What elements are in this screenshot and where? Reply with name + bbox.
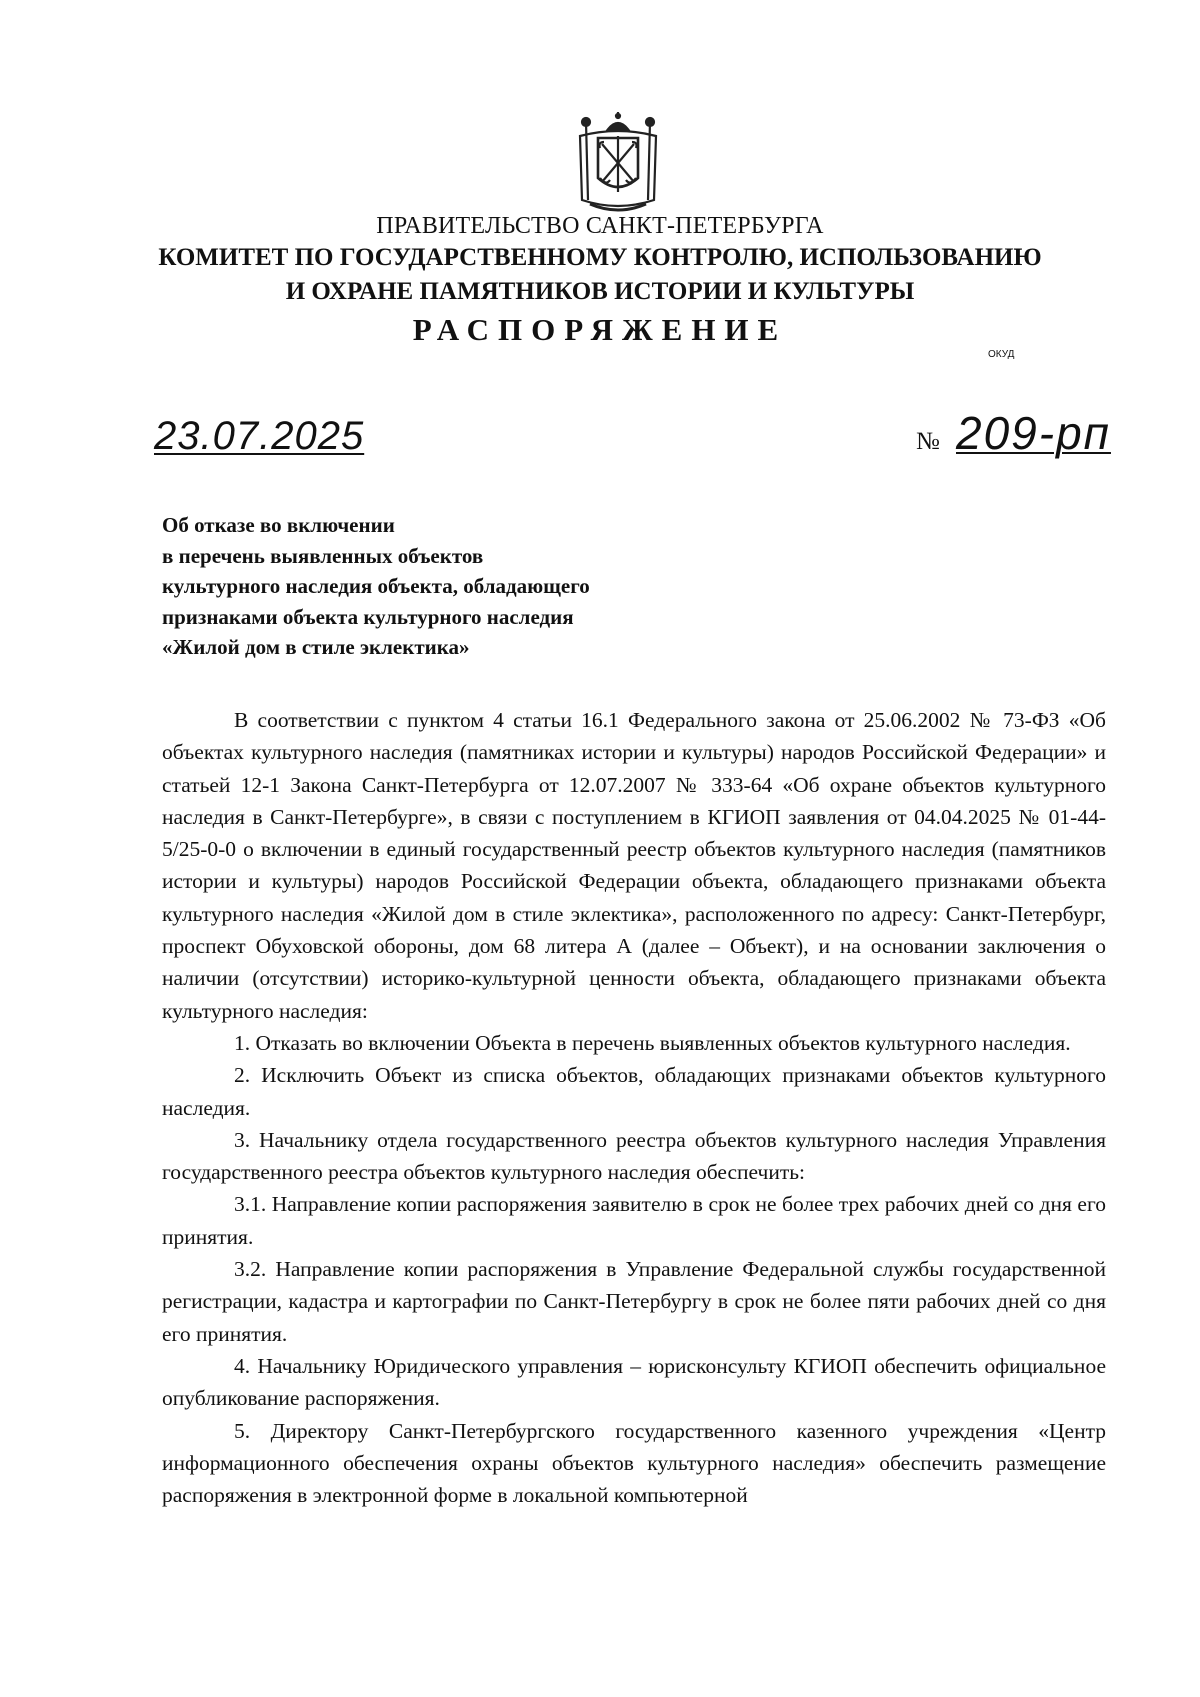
- document-number: 209-рп: [956, 407, 1111, 459]
- document-type: РАСПОРЯЖЕНИЕ: [412, 312, 788, 347]
- clause-3: 3. Начальнику отдела государственного реестра объектов культурного наследия Управления государственного реестра объектов культурного наследия обеспечить:: [162, 1127, 1106, 1185]
- clause-5: 5. Директору Санкт-Петербургского государственного казенного учреждения «Центр информационного обеспечения охраны объектов культурного наследия» обеспечить размещение распоряжения в электронной форме в локальной компьютерной: [162, 1418, 1106, 1508]
- preamble-paragraph: В соответствии с пунктом 4 статьи 16.1 Федерального закона от 25.06.2002 № 73-ФЗ «Об объектах культурного наследия (памятниках истории и культуры) народов Российской Федерации» и статьей 12-1 Закона Санкт-Петербурга от 12.07.2007 № 333-64 «Об охране объектов культурного наследия в Санкт-Петербурге», в связи с поступлением в КГИОП заявления от 04.04.2025 № 01-44-5/25-0-0 о включении в единый государственный реестр объектов культурного наследия (памятников истории и культуры) народов Российской Федерации объекта, обладающего признаками объекта культурного наследия «Жилой дом в стиле эклектика», расположенного по адресу: Санкт-Петербург, проспект Обуховской обороны, дом 68 литера А (далее – Объект), и на основании заключения о наличии (отсутствии) историко-культурной ценности объекта, обладающего признаками объекта культурного наследия:: [162, 708, 1106, 1023]
- clause-2: 2. Исключить Объект из списка объектов, обладающих признаками объектов культурного наследия.: [162, 1063, 1106, 1120]
- clause-4: 4. Начальнику Юридического управления – юрисконсульту КГИОП обеспечить официальное опубликование распоряжения.: [162, 1353, 1106, 1411]
- clause-3-1: 3.1. Направление копии распоряжения заявителю в срок не более трех рабочих дней со дня его принятия.: [162, 1192, 1106, 1249]
- document-subject: [162, 510, 590, 663]
- coat-of-arms-icon: [572, 112, 664, 216]
- document-body: [162, 704, 1106, 1511]
- committee-name-line-2: И ОХРАНЕ ПАМЯТНИКОВ ИСТОРИИ И КУЛЬТУРЫ: [285, 278, 915, 305]
- committee-name-line-1: КОМИТЕТ ПО ГОСУДАРСТВЕННОМУ КОНТРОЛЮ, ИСПОЛЬЗОВАНИЮ: [158, 244, 1042, 271]
- clause-1: 1. Отказать во включении Объекта в перечень выявленных объектов культурного наследия.: [234, 1030, 1071, 1055]
- document-date: 23.07.2025: [154, 414, 365, 458]
- subject-line: признаками объекта культурного наследия: [162, 604, 574, 629]
- subject-line: «Жилой дом в стиле эклектика»: [162, 635, 470, 659]
- subject-line: культурного наследия объекта, обладающего: [162, 574, 590, 598]
- number-label: №: [916, 428, 940, 455]
- subject-line: Об отказе во включении: [162, 513, 395, 537]
- clause-3-2: 3.2. Направление копии распоряжения в Управление Федеральной службы государственной регистрации, кадастра и картографии по Санкт-Петербургу в срок не более пяти рабочих дней со дня его принятия.: [162, 1257, 1106, 1346]
- government-name: ПРАВИТЕЛЬСТВО САНКТ-ПЕТЕРБУРГА: [376, 213, 824, 239]
- okud-label: ОКУД: [988, 349, 1015, 360]
- subject-line: в перечень выявленных объектов: [162, 543, 484, 568]
